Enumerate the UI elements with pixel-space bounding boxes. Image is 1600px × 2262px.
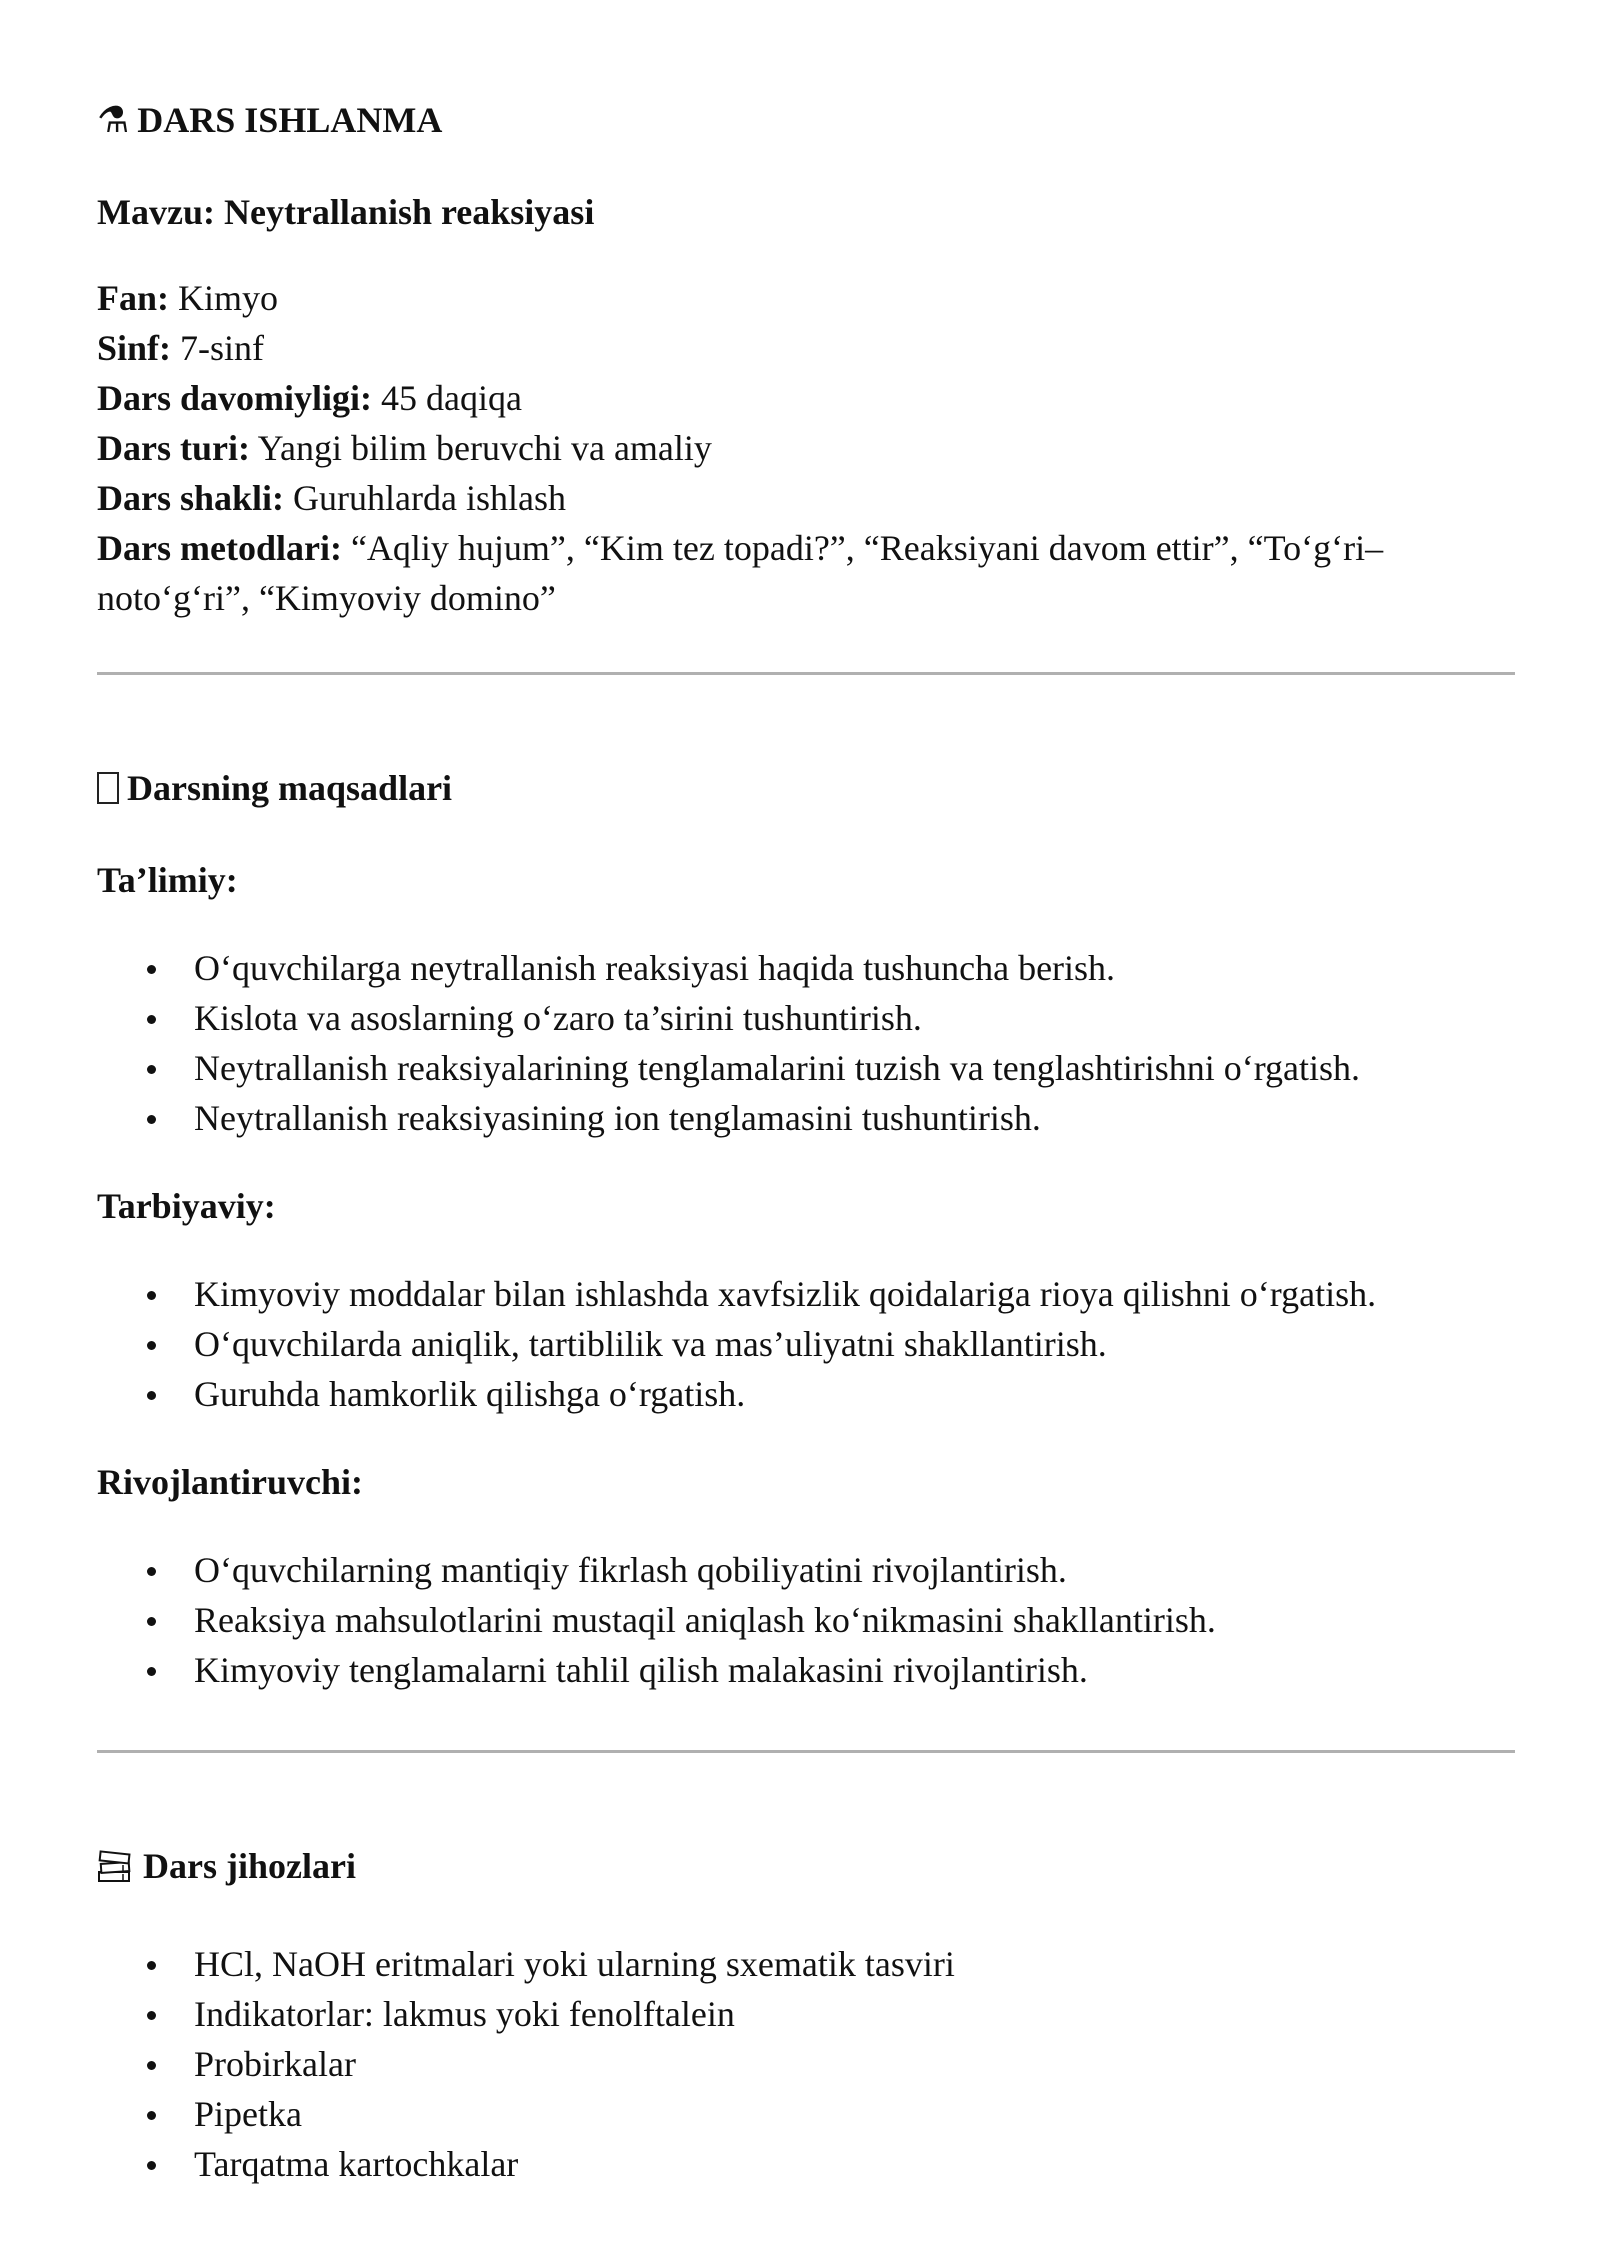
list-item: Tarqatma kartochkalar: [97, 2139, 1517, 2189]
list-item: Kimyoviy tenglamalarni tahlil qilish malakasini rivojlantirish.: [97, 1645, 1517, 1695]
equipment-title-text: Dars jihozlari: [143, 1846, 356, 1886]
list-item: Guruhda hamkorlik qilishga o‘rgatish.: [97, 1369, 1517, 1419]
list-item: HCl, NaOH eritmalari yoki ularning sxematik tasviri: [97, 1939, 1517, 1989]
info-value: 7-sinf: [180, 328, 265, 368]
list-item: Reaksiya mahsulotlarini mustaqil aniqlash ko‘nikmasini shakllantirish.: [97, 1595, 1517, 1645]
document-title: [97, 95, 1517, 145]
educational-goals-title: Ta’limiy:: [97, 860, 238, 900]
list-item: Kimyoviy moddalar bilan ishlashda xavfsizlik qoidalariga rioya qilishni o‘rgatish.: [97, 1269, 1517, 1319]
divider: [97, 1750, 1515, 1753]
info-form: [97, 473, 1517, 523]
info-type: [97, 423, 1517, 473]
books-icon: [97, 1847, 133, 1897]
list-item: Neytrallanish reaksiyalarining tenglamalarini tuzish va tenglashtirishni o‘rgatish.: [97, 1043, 1517, 1093]
lesson-topic: [97, 187, 1517, 237]
info-value: “Aqliy hujum”, “Kim tez topadi?”, “Reaksiyani davom ettir”, “To‘g‘ri–noto‘g‘ri”, “Kimyoviy domino”: [97, 528, 1384, 618]
document-title-text: DARS ISHLANMA: [137, 100, 443, 140]
info-methods: [97, 523, 1517, 623]
info-value: Guruhlarda ishlash: [293, 478, 566, 518]
list-item: Probirkalar: [97, 2039, 1517, 2089]
info-label: Dars metodlari:: [97, 528, 342, 568]
info-value: 45 daqiqa: [381, 378, 522, 418]
topic-label: Mavzu:: [97, 192, 215, 232]
goals-section-title: [97, 763, 1517, 813]
list-item: Neytrallanish reaksiyasining ion tenglamasini tushuntirish.: [97, 1093, 1517, 1143]
list-item: O‘quvchilarning mantiqiy fikrlash qobiliyatini rivojlantirish.: [97, 1545, 1517, 1595]
info-label: Sinf:: [97, 328, 172, 368]
divider: [97, 672, 1515, 675]
info-label: Dars shakli:: [97, 478, 285, 518]
developmental-goals-list: [97, 1545, 1517, 1695]
info-label: Fan:: [97, 278, 169, 318]
list-item: Indikatorlar: lakmus yoki fenolftalein: [97, 1989, 1517, 2039]
info-label: Dars davomiyligi:: [97, 378, 372, 418]
info-duration: [97, 373, 1517, 423]
lesson-info: [97, 273, 1517, 623]
document-page: [97, 95, 1517, 2189]
educational-goals-list: [97, 943, 1517, 1143]
info-subject: [97, 273, 1517, 323]
missing-glyph-icon: [97, 772, 119, 804]
info-grade: [97, 323, 1517, 373]
upbringing-goals-list: [97, 1269, 1517, 1419]
list-item: O‘quvchilarda aniqlik, tartiblilik va mas’uliyatni shakllantirish.: [97, 1319, 1517, 1369]
equipment-list: [97, 1939, 1517, 2189]
list-item: Kislota va asoslarning o‘zaro ta’sirini tushuntirish.: [97, 993, 1517, 1043]
equipment-section-title: [97, 1841, 1517, 1897]
developmental-goals-title: Rivojlantiruvchi:: [97, 1462, 363, 1502]
flask-icon: ⚗: [97, 100, 130, 140]
info-label: Dars turi:: [97, 428, 250, 468]
info-value: Kimyo: [178, 278, 279, 318]
list-item: Pipetka: [97, 2089, 1517, 2139]
list-item: O‘quvchilarga neytrallanish reaksiyasi haqida tushuncha berish.: [97, 943, 1517, 993]
upbringing-goals-title: Tarbiyaviy:: [97, 1186, 276, 1226]
topic-value: Neytrallanish reaksiyasi: [223, 192, 595, 232]
info-value: Yangi bilim beruvchi va amaliy: [257, 428, 712, 468]
goals-title-text: Darsning maqsadlari: [127, 768, 453, 808]
